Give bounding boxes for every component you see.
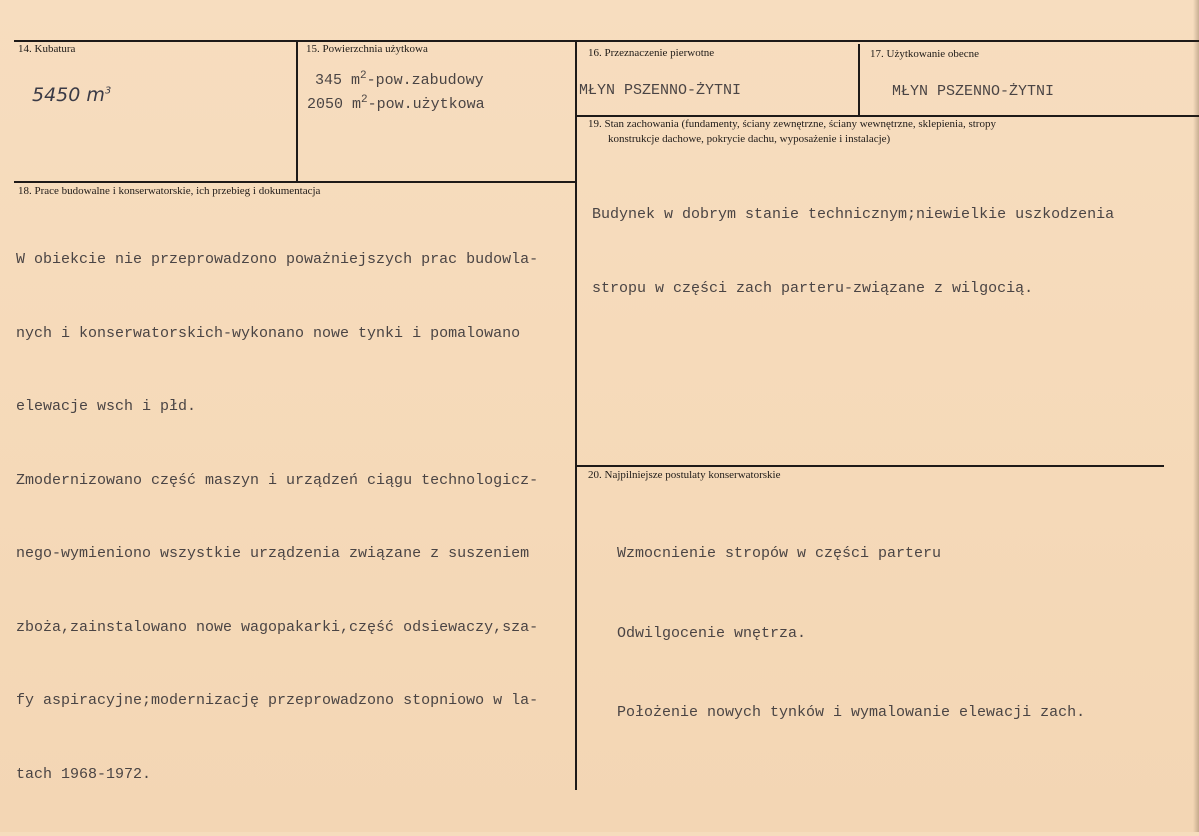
- field16-value: MŁYN PSZENNO-ŻYTNI: [579, 82, 742, 99]
- field18-line: elewacje wsch i płd.: [16, 398, 197, 415]
- top-border: [14, 40, 1199, 42]
- field14-label: 14. Kubatura: [18, 43, 76, 55]
- field15-label: 15. Powierzchnia użytkowa: [306, 43, 428, 55]
- divider-14-18: [14, 181, 577, 183]
- field18-line: nych i konserwatorskich-wykonano nowe tynki i pomalowano: [16, 324, 521, 342]
- divider-14-15: [296, 40, 298, 181]
- field18-line: W obiekcie nie przeprowadzono poważniejszych prac budowla-: [16, 251, 539, 268]
- field18-line: zboża,zainstalowano nowe wagopakarki,część odsiewaczy,sza-: [16, 618, 539, 636]
- divider-16-19: [577, 115, 1199, 117]
- divider-19-20: [577, 465, 1164, 467]
- field15-line1: 345 $m^2-pow.zabudowy$: [315, 70, 484, 89]
- field19-line: Budynek w dobrym stanie technicznym;niewielkie uszkodzenia: [592, 206, 1115, 223]
- field20-label: 20. Najpilniejsze postulaty konserwatorskie: [588, 469, 781, 481]
- field18-line: fy aspiracyjne;modernizację przeprowadzono stopniowo w la-: [16, 692, 539, 709]
- field19-label-line1: 19. Stan zachowania (fundamenty, ściany zewnętrzne, ściany wewnętrzne, sklepienia, stropy: [588, 118, 996, 130]
- field17-value: MŁYN PSZENNO-ŻYTNI: [892, 83, 1055, 100]
- field16-label: 16. Przeznaczenie pierwotne: [588, 47, 715, 59]
- field18-label: 18. Prace budowalne i konserwatorskie, ich przebieg i dokumentacja: [18, 185, 321, 197]
- field20-line: Położenie nowych tynków i wymalowanie elewacji zach.: [617, 704, 1086, 721]
- field20-line: Wzmocnienie stropów w części parteru: [617, 545, 942, 562]
- field14-value: 5450 $m^3$: [32, 84, 112, 106]
- field18-line: tach 1968-1972.: [16, 765, 152, 783]
- field20-line: Odwilgocenie wnętrza.: [617, 624, 807, 642]
- field19-label-line2: konstrukcje dachowe, pokrycie dachu, wyposażenie i instalacje): [608, 133, 891, 145]
- field18-line: Zmodernizowano część maszyn i urządzeń ciągu technologicz-: [16, 471, 539, 489]
- field20-text: [617, 488, 1085, 780]
- field19-text: [592, 154, 1114, 350]
- field19-line: stropu w części zach parteru-związane z wilgocią.: [592, 279, 1034, 297]
- card-edge-shadow: [1193, 0, 1199, 832]
- field18-line: nego-wymieniono wszystkie urządzenia związane z suszeniem: [16, 545, 530, 562]
- field17-label: 17. Użytkowanie obecne: [870, 48, 980, 60]
- divider-15-16: [575, 40, 577, 790]
- field15-line2: 2050 $m^2-pow.użytkowa$: [307, 94, 485, 113]
- divider-16-17: [858, 44, 860, 116]
- field18-text: [16, 199, 538, 836]
